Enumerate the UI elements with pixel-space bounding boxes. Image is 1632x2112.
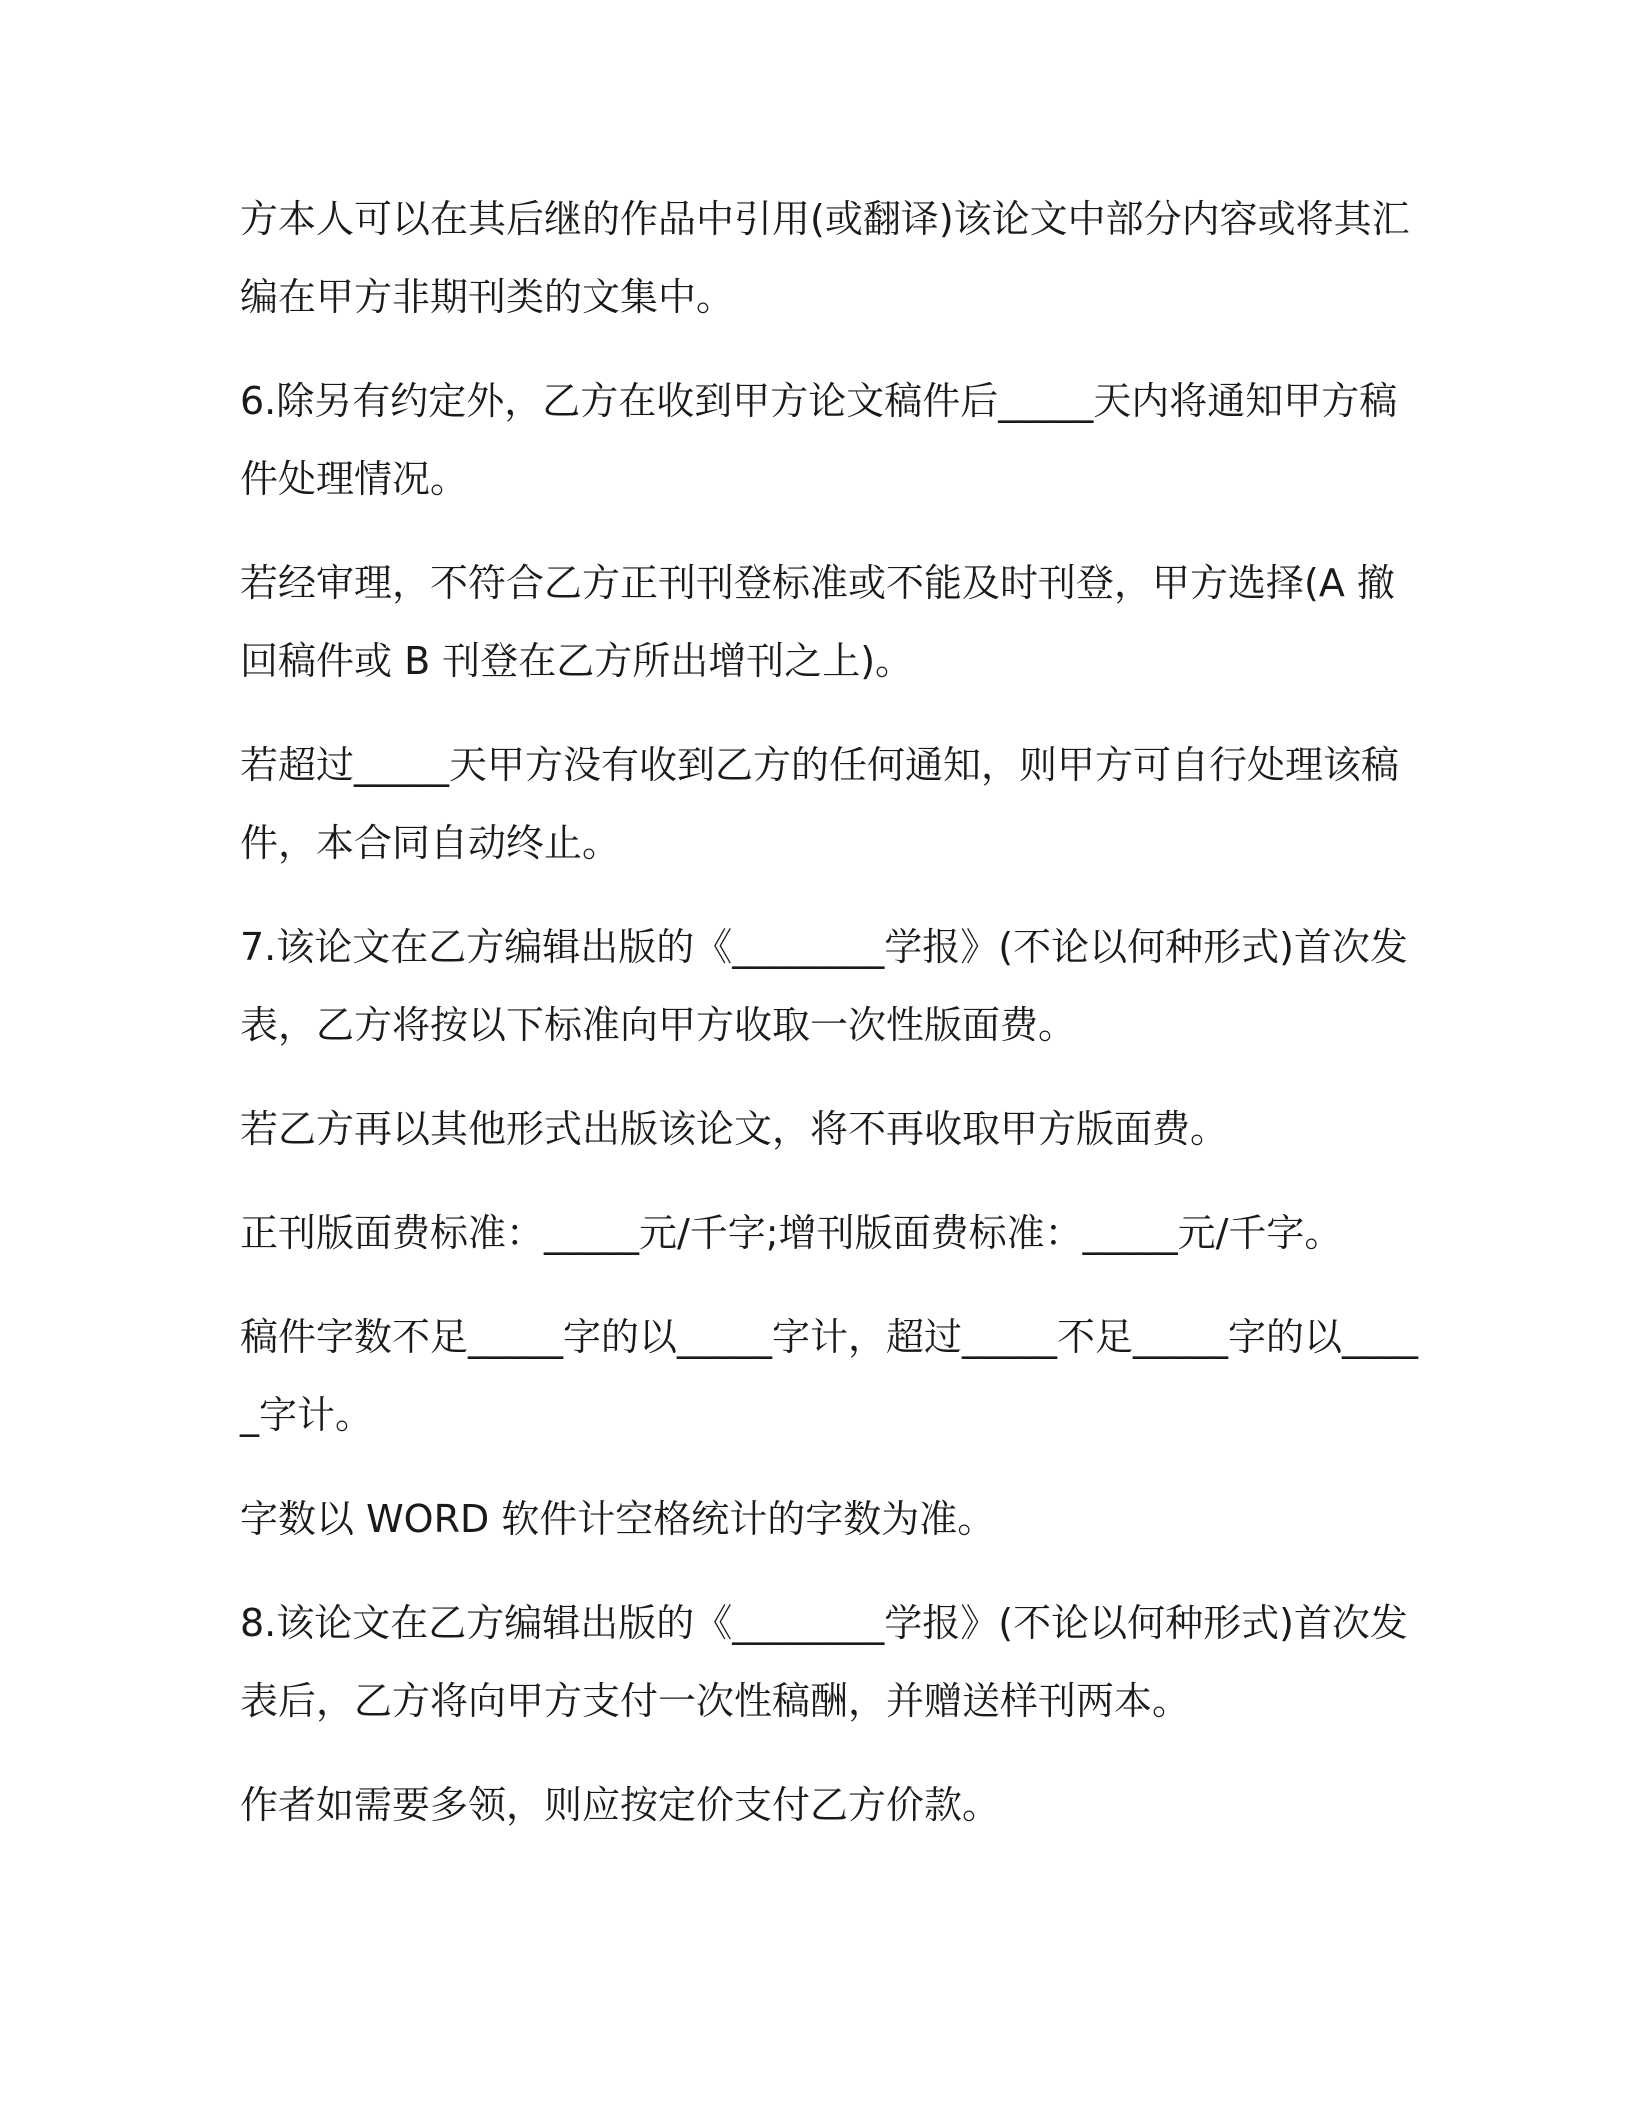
paragraph-other-forms: 若乙方再以其他形式出版该论文，将不再收取甲方版面费。 (240, 1107, 1229, 1151)
paragraph-review-choice: 若经审理，不符合乙方正刊刊登标准或不能及时刊登，甲方选择(A 撤回稿件或 B 刊登在乙方所出增刊之上)。 (240, 561, 1395, 683)
document-body (240, 180, 1420, 1870)
paragraph-word-count-basis: 字数以 WORD 软件计空格统计的字数为准。 (240, 1497, 996, 1541)
paragraph-extra-copies: 作者如需要多领，则应按定价支付乙方价款。 (240, 1783, 1001, 1827)
paragraph-fee-standard: 正刊版面费标准：_____元/千字;增刊版面费标准：_____元/千字。 (240, 1211, 1343, 1255)
paragraph-word-count-rule: 稿件字数不足_____字的以_____字计，超过_____不足_____字的以_____字计。 (240, 1315, 1419, 1437)
paragraph-clause-6: 6.除另有约定外，乙方在收到甲方论文稿件后_____天内将通知甲方稿件处理情况。 (240, 379, 1398, 501)
paragraph-clause-7: 7.该论文在乙方编辑出版的《________学报》(不论以何种形式)首次发表，乙方将按以下标准向甲方收取一次性版面费。 (240, 925, 1408, 1047)
paragraph-compilation-rights: 方本人可以在其后继的作品中引用(或翻译)该论文中部分内容或将其汇编在甲方非期刊类的文集中。 (240, 197, 1410, 319)
paragraph-clause-8: 8.该论文在乙方编辑出版的《________学报》(不论以何种形式)首次发表后，乙方将向甲方支付一次性稿酬，并赠送样刊两本。 (240, 1601, 1408, 1723)
paragraph-no-notice: 若超过_____天甲方没有收到乙方的任何通知，则甲方可自行处理该稿件，本合同自动终止。 (240, 743, 1400, 865)
